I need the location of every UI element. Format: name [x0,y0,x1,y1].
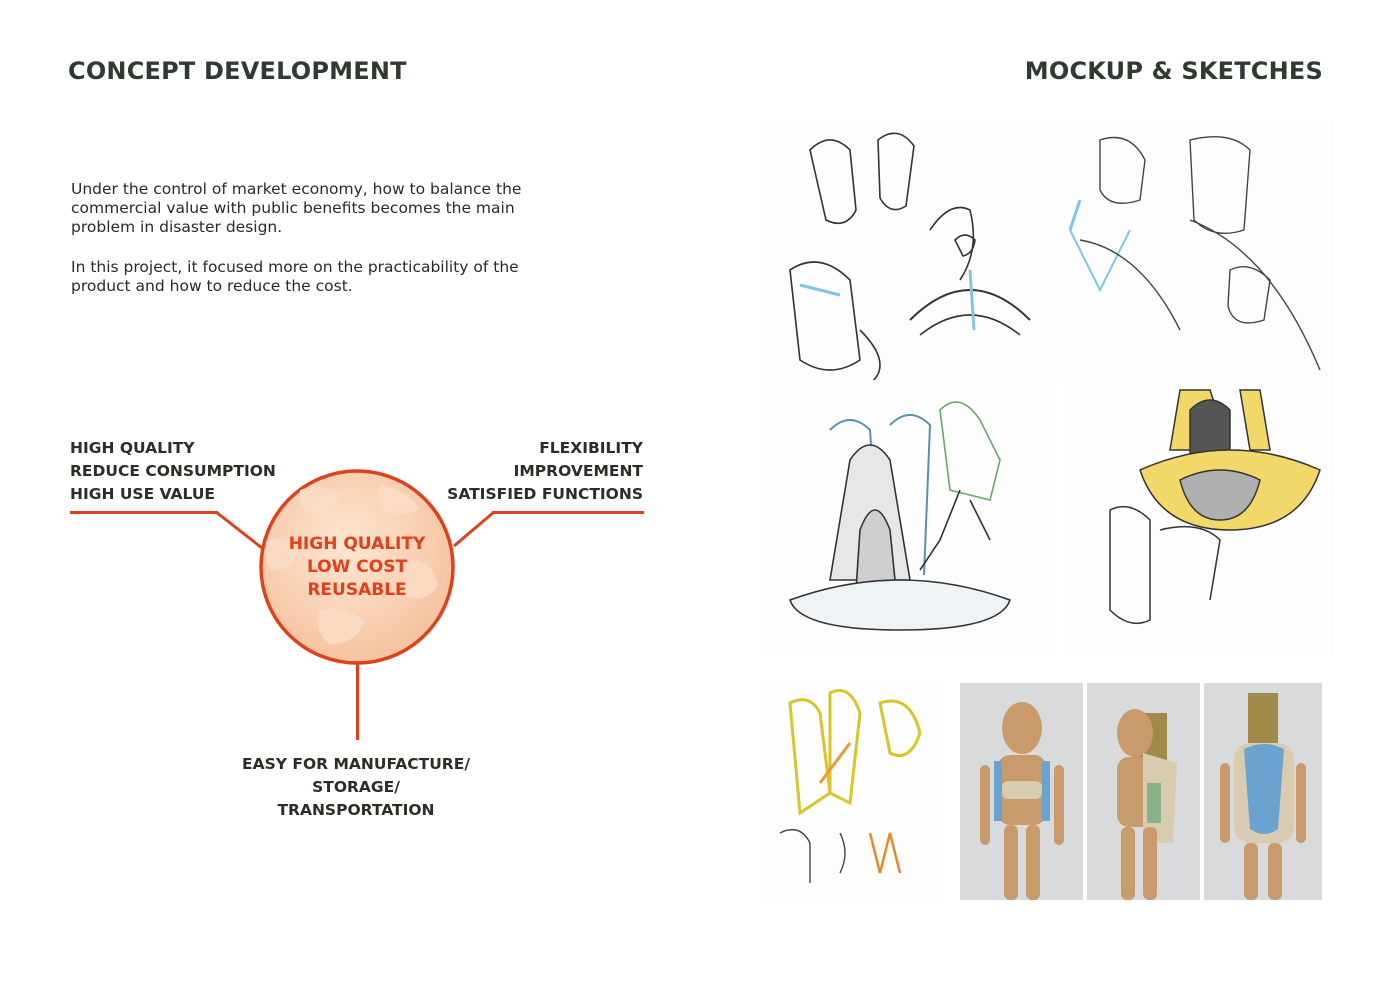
label-flexibility: FLEXIBILITY [539,439,643,457]
center-high-quality: HIGH QUALITY [288,534,426,554]
backpack-sketch-3 [760,380,1050,655]
label-improvement: IMPROVEMENT [513,462,643,480]
bottom-labels [220,753,492,822]
label-storage: STORAGE/ [312,778,400,796]
backpack-sketch-2 [1060,120,1335,382]
label-reduce-consumption: REDUCE CONSUMPTION [70,462,276,480]
mannequin-photo-side [1087,683,1200,900]
backpack-sketch-5 [760,683,938,903]
project-paragraph: In this project, it focused more on the practicability of the product and how to reduce the cost. [71,258,519,295]
label-high-use-value: HIGH USE VALUE [70,485,216,503]
right-diagonal-line [454,512,494,546]
label-transportation: TRANSPORTATION [277,801,435,819]
mannequin-photo-front [960,683,1083,900]
label-easy-manufacture: EASY FOR MANUFACTURE/ [242,755,470,773]
mannequin-photo-back [1204,683,1322,900]
label-satisfied-functions: SATISFIED FUNCTIONS [447,485,643,503]
label-high-quality: HIGH QUALITY [70,439,195,457]
center-low-cost: LOW COST [306,557,408,577]
center-reusable: REUSABLE [307,580,407,600]
globe-center-text [262,533,452,602]
intro-paragraph: Under the control of market economy, how to balance the commercial value with public benefits becomes the main problem in disaster design. [71,180,522,236]
backpack-sketch-1 [760,120,1060,382]
mockup-sketches-title: MOCKUP & SKETCHES [1024,57,1323,85]
left-diagonal-line [216,512,262,548]
concept-development-title: CONCEPT DEVELOPMENT [68,57,407,85]
backpack-sketch-4 [1070,380,1335,655]
